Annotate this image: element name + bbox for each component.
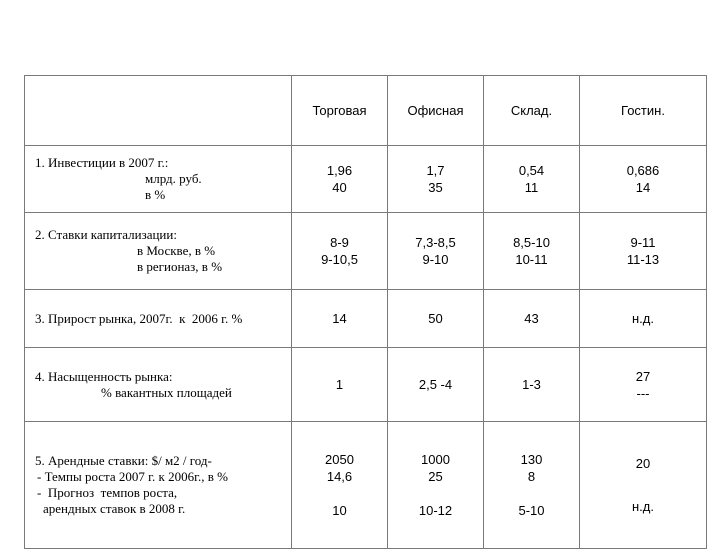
table-cell: 1,96 40 <box>292 146 388 213</box>
table-cell: 8-9 9-10,5 <box>292 213 388 290</box>
table-cell: 1,7 35 <box>388 146 484 213</box>
table-cell: 20 н.д. <box>580 422 707 549</box>
table-cell: н.д. <box>580 290 707 348</box>
table-cell: 0,686 14 <box>580 146 707 213</box>
table-cell: 27 --- <box>580 348 707 422</box>
table-cell: 43 <box>484 290 580 348</box>
table-row <box>25 348 707 422</box>
table-cell: 2,5 -4 <box>388 348 484 422</box>
row-label-rent-rates: 5. Арендные ставки: $/ м2 / год- - Темпы роста 2007 г. к 2006г., в % - Прогноз темпов роста, арендных ставок в 2008 г. <box>25 422 292 549</box>
table-row <box>25 146 707 213</box>
header-trade: Торговая <box>292 76 388 146</box>
header-empty-cell <box>25 76 292 146</box>
table-cell: 0,54 11 <box>484 146 580 213</box>
row-label-market-growth: 3. Прирост рынка, 2007г. к 2006 г. % <box>25 290 292 348</box>
table-row <box>25 290 707 348</box>
row-label-investments: 1. Инвестиции в 2007 г.: млрд. руб. в % <box>25 146 292 213</box>
header-office: Офисная <box>388 76 484 146</box>
table-row <box>25 213 707 290</box>
table-cell: 9-11 11-13 <box>580 213 707 290</box>
table-cell: 2050 14,6 10 <box>292 422 388 549</box>
table-cell: 1000 25 10-12 <box>388 422 484 549</box>
header-warehouse: Склад. <box>484 76 580 146</box>
header-hotel: Гостин. <box>580 76 707 146</box>
table-cell: 50 <box>388 290 484 348</box>
table-cell: 1 <box>292 348 388 422</box>
table-cell: 8,5-10 10-11 <box>484 213 580 290</box>
row-label-saturation: 4. Насыщенность рынка: % вакантных площадей <box>25 348 292 422</box>
table-cell: 7,3-8,5 9-10 <box>388 213 484 290</box>
table-cell: 130 8 5-10 <box>484 422 580 549</box>
table-row <box>25 422 707 549</box>
table-header-row <box>25 76 707 146</box>
row-label-cap-rates: 2. Ставки капитализации: в Москве, в % в регионаз, в % <box>25 213 292 290</box>
table-cell: 1-3 <box>484 348 580 422</box>
table-cell: 14 <box>292 290 388 348</box>
data-table <box>24 75 707 549</box>
